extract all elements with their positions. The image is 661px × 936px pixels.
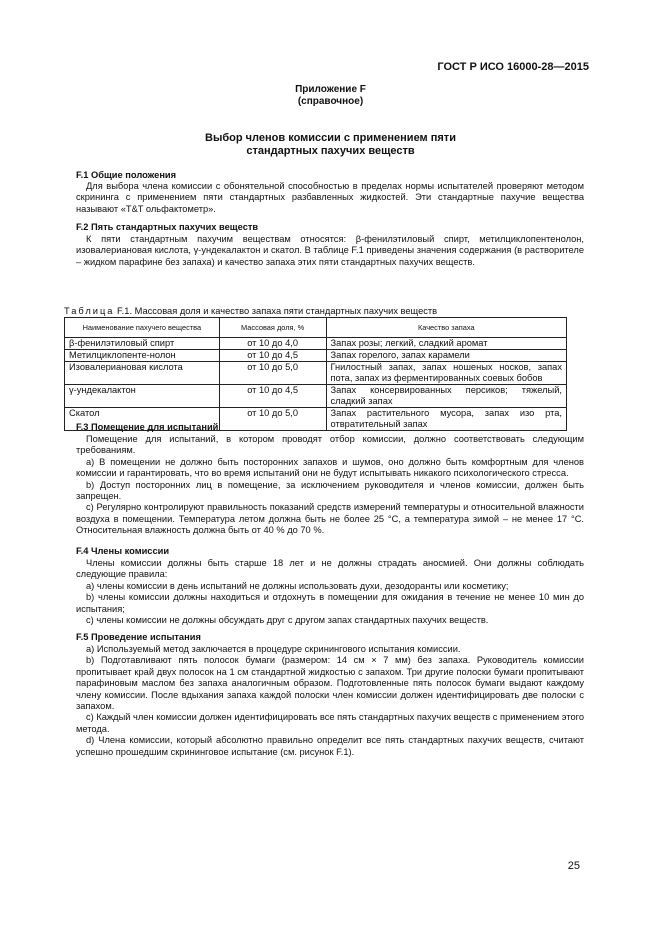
section-f2-text: К пяти стандартным пахучим веществам относятся: β-фенилэтиловый спирт, метилциклопентенолон, изовалериановая кислота, γ-ундекалактон и скатол. В таблице F.1 приведены значения содержания (в растворителе – жидком парафине без запаха) и качество запаха этих пяти стандартных пахучих веществ. (76, 234, 584, 267)
section-f3-item-a: a) В помещении не должно быть посторонних запахов и шумов, оно должно быть комфортным для членов комиссии и гарантировать, что во время испытаний они не будут испытывать никакого психологического стресса. (76, 456, 584, 479)
table-caption (64, 306, 437, 316)
section-f1-body (76, 181, 584, 215)
section-f1-heading: F.1 Общие положения (76, 170, 177, 180)
section-f2-body (76, 234, 584, 268)
section-f3-paragraph: Помещение для испытаний, в котором проводят отбор комиссии, должно соответствовать следующим требованиям. (76, 434, 584, 456)
section-f3-item-b: b) Доступ посторонних лиц в помещение, за исключением руководителя и членов комиссии, должен быть запрещен. (76, 479, 584, 502)
cell-quality: Запах розы; легкий, сладкий аромат (326, 338, 566, 350)
title-line-1: Выбор членов комиссии с применением пяти (205, 132, 456, 144)
section-f4-item-c: c) члены комиссии не должны обсуждать друг с другом запах стандартных пахучих веществ. (86, 615, 489, 626)
section-f4-paragraph: Члены комиссии должны быть старше 18 лет и не должны страдать аносмией. Они должны соблюдать следующие правила: (76, 558, 584, 580)
odorant-table (64, 317, 567, 431)
table-caption-text: F.1. Массовая доля и качество запаха пяти стандартных пахучих веществ (114, 306, 438, 316)
section-f3-item-c: c) Регулярно контролируют правильность показаний средств измерений температуры и относительной влажности воздуха в помещении. Температура летом должна быть не более 25 °С, а температура зимой – не менее 17 °С. Относительная влажность должна быть от 40 % до 70 %. (76, 502, 584, 536)
header-cell-name: Наименование пахучего вещества (65, 318, 220, 338)
cell-name: β-фенилэтиловый спирт (65, 338, 220, 350)
header-cell-quality: Качество запаха (326, 318, 566, 338)
section-f5-item-d: d) Члена комиссии, который абсолютно правильно определит все пять стандартных пахучих веществ, считают успешно прошедшим скрининговое испытание (см. рисунок F.1). (76, 735, 584, 757)
section-f1-text: Для выбора члена комиссии с обонятельной способностью в пределах нормы испытателей проверяют методом скрининга с применением пяти стандартных разбавленных жидкостей. Эти стандартные пахучие вещества называют «T&T ольфактометр». (76, 181, 584, 214)
cell-quality: Запах консервированных персиков; тяжелый, сладкий запах (326, 385, 566, 408)
page-number: 25 (567, 860, 580, 872)
table-caption-prefix: Таблица (64, 306, 115, 316)
title-line-2: стандартных пахучих веществ (246, 145, 415, 157)
cell-name: Изовалериановая кислота (65, 362, 220, 385)
section-f5-heading: F.5 Проведение испытания (76, 632, 201, 642)
section-f5-body (76, 644, 584, 758)
section-f3-heading: F.3 Помещение для испытаний (76, 422, 219, 432)
section-f4-body (76, 558, 584, 626)
appendix-note: (справочное) (297, 96, 364, 107)
appendix-label: Приложение F (295, 84, 366, 95)
section-f5-item-a: a) Используемый метод заключается в процедуре скринингового испытания комиссии. (86, 644, 461, 654)
section-f4-item-a: a) члены комиссии в день испытаний не должны использовать духи, дезодоранты или косметику; (86, 580, 509, 591)
section-f2-heading: F.2 Пять стандартных пахучих веществ (76, 222, 259, 232)
cell-fraction: от 10 до 5,0 (219, 408, 326, 431)
table-row (65, 338, 567, 350)
cell-name: γ-ундекалактон (65, 385, 220, 408)
cell-name: Метилциклопенте-нолон (65, 350, 220, 362)
section-f4-item-b: b) члены комиссии должны находиться и отдохнуть в помещении для ожидания в течение не менее 10 мин до испытания; (76, 592, 584, 614)
section-f3-body (76, 434, 584, 537)
section-f4-heading: F.4 Члены комиссии (76, 546, 170, 556)
section-f5-item-b: b) Подготавливают пять полосок бумаги (размером: 14 см × 7 мм) без запаха. Руководитель комиссии пропитывает край двух полосок на 1 см стандартной жидкостью с запахом. Три другие полоски бумаги пропитывают парафиновым маслом без запаха аналогичным образом. Подготовленные пять полосок бумаги выдают каждому члену комиссии. После вдыхания запаха каждой полоски член комиссии должен идентифицировать две полоски с запахом. (76, 655, 584, 712)
section-f5-item-c: c) Каждый член комиссии должен идентифицировать все пять стандартных пахучих веществ с применением этого метода. (76, 712, 584, 734)
cell-fraction: от 10 до 5,0 (219, 362, 326, 385)
table-row (65, 385, 567, 408)
cell-fraction: от 10 до 4,5 (219, 350, 326, 362)
standard-designation: ГОСТ Р ИСО 16000-28—2015 (437, 61, 589, 73)
cell-fraction: от 10 до 4,0 (219, 338, 326, 350)
table-row (65, 350, 567, 362)
cell-quality: Запах горелого, запах карамели (326, 350, 566, 362)
table-header-row (65, 318, 567, 338)
cell-fraction: от 10 до 4,5 (219, 385, 326, 408)
table-row (65, 362, 567, 385)
header-cell-fraction: Массовая доля, % (219, 318, 326, 338)
cell-name: Скатол (65, 408, 220, 431)
cell-quality: Гнилостный запах, запах ношеных носков, запах пота, запах из ферментированных соевых бобов (326, 362, 566, 385)
cell-quality: Запах растительного мусора, запах изо рта, отвратительный запах (326, 408, 566, 431)
